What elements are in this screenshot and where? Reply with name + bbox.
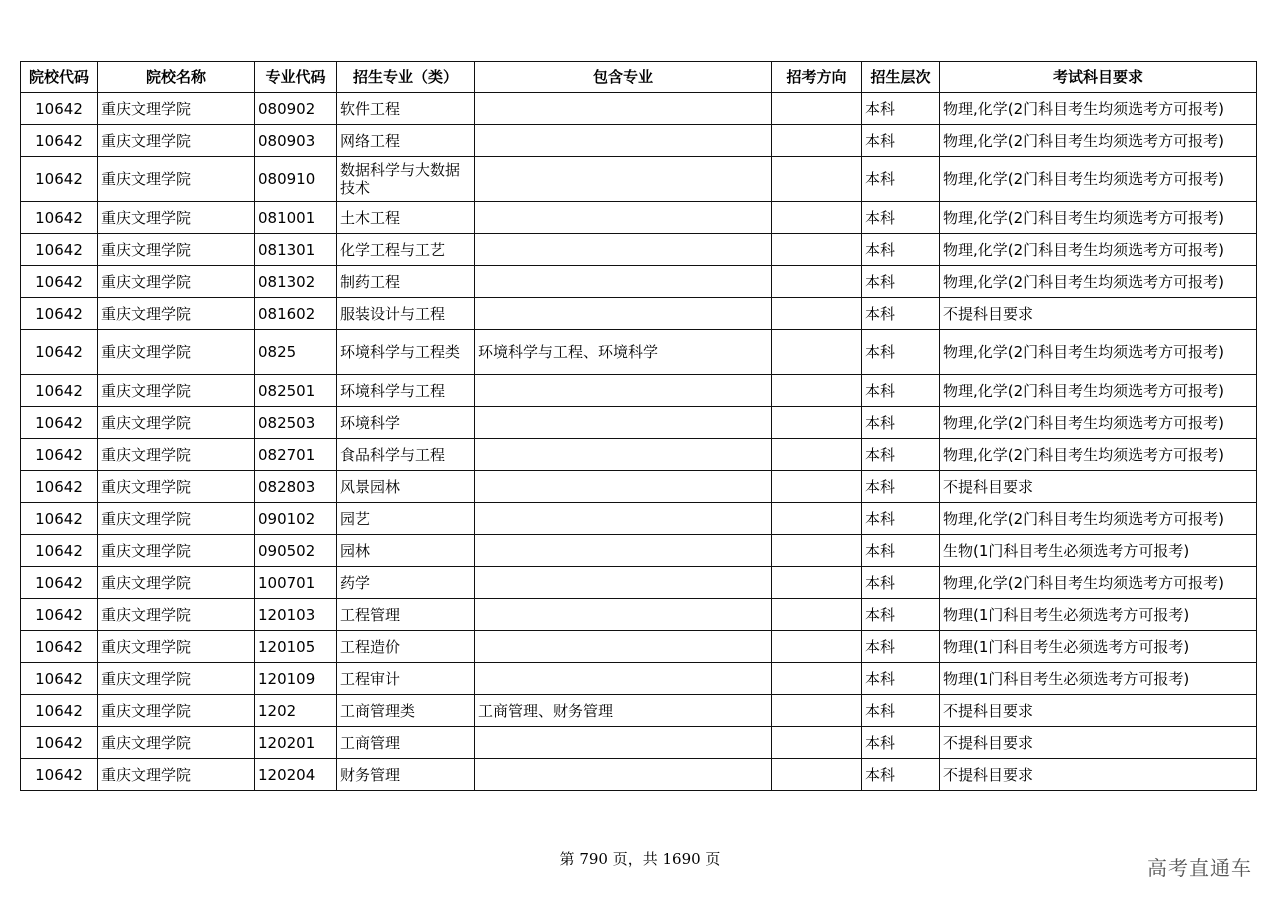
level-cell: 本科 (862, 503, 940, 535)
table-row (21, 125, 1257, 157)
subject-requirement-cell: 不提科目要求 (940, 695, 1257, 727)
school-code-cell: 10642 (21, 759, 98, 791)
major-cell: 软件工程 (337, 93, 475, 125)
major-cell: 环境科学与工程 (337, 375, 475, 407)
level-cell: 本科 (862, 202, 940, 234)
table-row (21, 599, 1257, 631)
col-header-school-name: 院校名称 (98, 62, 255, 93)
watermark: 高考直通车 (1147, 856, 1252, 880)
subject-requirement-cell: 生物(1门科目考生必须选考方可报考) (940, 535, 1257, 567)
col-header-subject-requirement: 考试科目要求 (940, 62, 1257, 93)
included-majors-cell (475, 125, 772, 157)
included-majors-cell (475, 439, 772, 471)
school-name-cell: 重庆文理学院 (98, 157, 255, 202)
major-cell: 园艺 (337, 503, 475, 535)
included-majors-cell (475, 567, 772, 599)
major-cell: 财务管理 (337, 759, 475, 791)
school-name-cell: 重庆文理学院 (98, 93, 255, 125)
subject-requirement-cell: 物理,化学(2门科目考生均须选考方可报考) (940, 330, 1257, 375)
major-cell: 风景园林 (337, 471, 475, 503)
major-code-cell: 1202 (255, 695, 337, 727)
level-cell: 本科 (862, 567, 940, 599)
major-cell: 环境科学与工程类 (337, 330, 475, 375)
subject-requirement-cell: 不提科目要求 (940, 471, 1257, 503)
table-row (21, 663, 1257, 695)
subject-requirement-cell: 物理,化学(2门科目考生均须选考方可报考) (940, 375, 1257, 407)
subject-requirement-cell: 物理,化学(2门科目考生均须选考方可报考) (940, 266, 1257, 298)
level-cell: 本科 (862, 695, 940, 727)
direction-cell (772, 375, 862, 407)
table-row (21, 330, 1257, 375)
school-code-cell: 10642 (21, 330, 98, 375)
col-header-major: 招生专业（类） (337, 62, 475, 93)
level-cell: 本科 (862, 330, 940, 375)
table-row (21, 631, 1257, 663)
included-majors-cell (475, 298, 772, 330)
table-row (21, 727, 1257, 759)
direction-cell (772, 631, 862, 663)
major-cell: 工商管理 (337, 727, 475, 759)
subject-requirement-cell: 物理,化学(2门科目考生均须选考方可报考) (940, 234, 1257, 266)
school-code-cell: 10642 (21, 599, 98, 631)
major-code-cell: 080910 (255, 157, 337, 202)
page-number: 第 790 页，共 1690 页 (559, 850, 721, 868)
included-majors-cell (475, 234, 772, 266)
school-name-cell: 重庆文理学院 (98, 407, 255, 439)
major-code-cell: 120109 (255, 663, 337, 695)
header-row (21, 62, 1257, 93)
major-cell: 网络工程 (337, 125, 475, 157)
subject-requirement-cell: 不提科目要求 (940, 759, 1257, 791)
school-name-cell: 重庆文理学院 (98, 503, 255, 535)
major-code-cell: 081302 (255, 266, 337, 298)
school-name-cell: 重庆文理学院 (98, 375, 255, 407)
subject-requirement-cell: 物理,化学(2门科目考生均须选考方可报考) (940, 407, 1257, 439)
table-row (21, 439, 1257, 471)
major-cell: 食品科学与工程 (337, 439, 475, 471)
table-row (21, 375, 1257, 407)
direction-cell (772, 407, 862, 439)
included-majors-cell (475, 407, 772, 439)
included-majors-cell (475, 266, 772, 298)
included-majors-cell (475, 503, 772, 535)
major-cell: 工程审计 (337, 663, 475, 695)
major-code-cell: 120103 (255, 599, 337, 631)
school-name-cell: 重庆文理学院 (98, 727, 255, 759)
major-cell: 数据科学与大数据技术 (337, 157, 475, 202)
school-name-cell: 重庆文理学院 (98, 599, 255, 631)
subject-requirement-cell: 物理,化学(2门科目考生均须选考方可报考) (940, 202, 1257, 234)
school-code-cell: 10642 (21, 567, 98, 599)
table-row (21, 695, 1257, 727)
school-code-cell: 10642 (21, 727, 98, 759)
major-code-cell: 080903 (255, 125, 337, 157)
level-cell: 本科 (862, 599, 940, 631)
table-row (21, 298, 1257, 330)
included-majors-cell (475, 157, 772, 202)
subject-requirement-cell: 不提科目要求 (940, 727, 1257, 759)
direction-cell (772, 759, 862, 791)
level-cell: 本科 (862, 375, 940, 407)
school-code-cell: 10642 (21, 535, 98, 567)
major-cell: 土木工程 (337, 202, 475, 234)
school-name-cell: 重庆文理学院 (98, 535, 255, 567)
direction-cell (772, 93, 862, 125)
level-cell: 本科 (862, 125, 940, 157)
major-code-cell: 081301 (255, 234, 337, 266)
subject-requirement-cell: 物理(1门科目考生必须选考方可报考) (940, 599, 1257, 631)
included-majors-cell (475, 631, 772, 663)
school-code-cell: 10642 (21, 407, 98, 439)
major-cell: 园林 (337, 535, 475, 567)
included-majors-cell (475, 663, 772, 695)
school-code-cell: 10642 (21, 471, 98, 503)
major-cell: 工程管理 (337, 599, 475, 631)
table-row (21, 535, 1257, 567)
included-majors-cell (475, 375, 772, 407)
major-code-cell: 082503 (255, 407, 337, 439)
subject-requirement-cell: 物理(1门科目考生必须选考方可报考) (940, 663, 1257, 695)
direction-cell (772, 471, 862, 503)
subject-requirement-cell: 物理,化学(2门科目考生均须选考方可报考) (940, 439, 1257, 471)
included-majors-cell (475, 535, 772, 567)
major-code-cell: 090102 (255, 503, 337, 535)
direction-cell (772, 234, 862, 266)
level-cell: 本科 (862, 266, 940, 298)
included-majors-cell (475, 93, 772, 125)
level-cell: 本科 (862, 727, 940, 759)
school-name-cell: 重庆文理学院 (98, 234, 255, 266)
level-cell: 本科 (862, 759, 940, 791)
level-cell: 本科 (862, 157, 940, 202)
level-cell: 本科 (862, 535, 940, 567)
level-cell: 本科 (862, 471, 940, 503)
direction-cell (772, 727, 862, 759)
major-code-cell: 120201 (255, 727, 337, 759)
subject-requirement-cell: 物理,化学(2门科目考生均须选考方可报考) (940, 503, 1257, 535)
school-name-cell: 重庆文理学院 (98, 439, 255, 471)
table-row (21, 93, 1257, 125)
table-body (21, 93, 1257, 791)
included-majors-cell: 环境科学与工程、环境科学 (475, 330, 772, 375)
direction-cell (772, 535, 862, 567)
direction-cell (772, 157, 862, 202)
table-row (21, 234, 1257, 266)
admissions-table (20, 61, 1257, 791)
level-cell: 本科 (862, 93, 940, 125)
col-header-direction: 招考方向 (772, 62, 862, 93)
school-code-cell: 10642 (21, 503, 98, 535)
included-majors-cell (475, 471, 772, 503)
school-name-cell: 重庆文理学院 (98, 330, 255, 375)
major-cell: 工程造价 (337, 631, 475, 663)
major-cell: 环境科学 (337, 407, 475, 439)
direction-cell (772, 503, 862, 535)
level-cell: 本科 (862, 663, 940, 695)
direction-cell (772, 439, 862, 471)
school-name-cell: 重庆文理学院 (98, 631, 255, 663)
direction-cell (772, 663, 862, 695)
school-name-cell: 重庆文理学院 (98, 266, 255, 298)
subject-requirement-cell: 物理,化学(2门科目考生均须选考方可报考) (940, 125, 1257, 157)
major-code-cell: 080902 (255, 93, 337, 125)
school-name-cell: 重庆文理学院 (98, 125, 255, 157)
major-code-cell: 081001 (255, 202, 337, 234)
school-code-cell: 10642 (21, 631, 98, 663)
included-majors-cell: 工商管理、财务管理 (475, 695, 772, 727)
major-code-cell: 082701 (255, 439, 337, 471)
col-header-level: 招生层次 (862, 62, 940, 93)
direction-cell (772, 567, 862, 599)
subject-requirement-cell: 物理,化学(2门科目考生均须选考方可报考) (940, 93, 1257, 125)
major-code-cell: 082501 (255, 375, 337, 407)
subject-requirement-cell: 物理,化学(2门科目考生均须选考方可报考) (940, 157, 1257, 202)
school-name-cell: 重庆文理学院 (98, 471, 255, 503)
subject-requirement-cell: 物理,化学(2门科目考生均须选考方可报考) (940, 567, 1257, 599)
level-cell: 本科 (862, 407, 940, 439)
table-row (21, 202, 1257, 234)
school-name-cell: 重庆文理学院 (98, 759, 255, 791)
level-cell: 本科 (862, 631, 940, 663)
school-code-cell: 10642 (21, 375, 98, 407)
major-code-cell: 090502 (255, 535, 337, 567)
subject-requirement-cell: 不提科目要求 (940, 298, 1257, 330)
school-name-cell: 重庆文理学院 (98, 567, 255, 599)
direction-cell (772, 298, 862, 330)
direction-cell (772, 599, 862, 631)
level-cell: 本科 (862, 298, 940, 330)
school-code-cell: 10642 (21, 298, 98, 330)
direction-cell (772, 266, 862, 298)
school-code-cell: 10642 (21, 125, 98, 157)
school-name-cell: 重庆文理学院 (98, 663, 255, 695)
school-code-cell: 10642 (21, 202, 98, 234)
level-cell: 本科 (862, 234, 940, 266)
school-code-cell: 10642 (21, 157, 98, 202)
direction-cell (772, 125, 862, 157)
table-row (21, 567, 1257, 599)
direction-cell (772, 330, 862, 375)
col-header-major-code: 专业代码 (255, 62, 337, 93)
major-code-cell: 120204 (255, 759, 337, 791)
table-row (21, 759, 1257, 791)
table-row (21, 503, 1257, 535)
col-header-included-majors: 包含专业 (475, 62, 772, 93)
school-name-cell: 重庆文理学院 (98, 298, 255, 330)
included-majors-cell (475, 727, 772, 759)
school-name-cell: 重庆文理学院 (98, 202, 255, 234)
direction-cell (772, 695, 862, 727)
school-code-cell: 10642 (21, 266, 98, 298)
major-code-cell: 100701 (255, 567, 337, 599)
school-code-cell: 10642 (21, 439, 98, 471)
level-cell: 本科 (862, 439, 940, 471)
school-name-cell: 重庆文理学院 (98, 695, 255, 727)
major-cell: 服装设计与工程 (337, 298, 475, 330)
included-majors-cell (475, 599, 772, 631)
school-code-cell: 10642 (21, 234, 98, 266)
included-majors-cell (475, 759, 772, 791)
major-code-cell: 120105 (255, 631, 337, 663)
school-code-cell: 10642 (21, 695, 98, 727)
major-code-cell: 0825 (255, 330, 337, 375)
major-code-cell: 081602 (255, 298, 337, 330)
major-code-cell: 082803 (255, 471, 337, 503)
major-cell: 药学 (337, 567, 475, 599)
subject-requirement-cell: 物理(1门科目考生必须选考方可报考) (940, 631, 1257, 663)
table-row (21, 157, 1257, 202)
table-row (21, 471, 1257, 503)
school-code-cell: 10642 (21, 93, 98, 125)
major-cell: 制药工程 (337, 266, 475, 298)
included-majors-cell (475, 202, 772, 234)
major-cell: 化学工程与工艺 (337, 234, 475, 266)
table-row (21, 266, 1257, 298)
school-code-cell: 10642 (21, 663, 98, 695)
table-row (21, 407, 1257, 439)
major-cell: 工商管理类 (337, 695, 475, 727)
col-header-school-code: 院校代码 (21, 62, 98, 93)
direction-cell (772, 202, 862, 234)
